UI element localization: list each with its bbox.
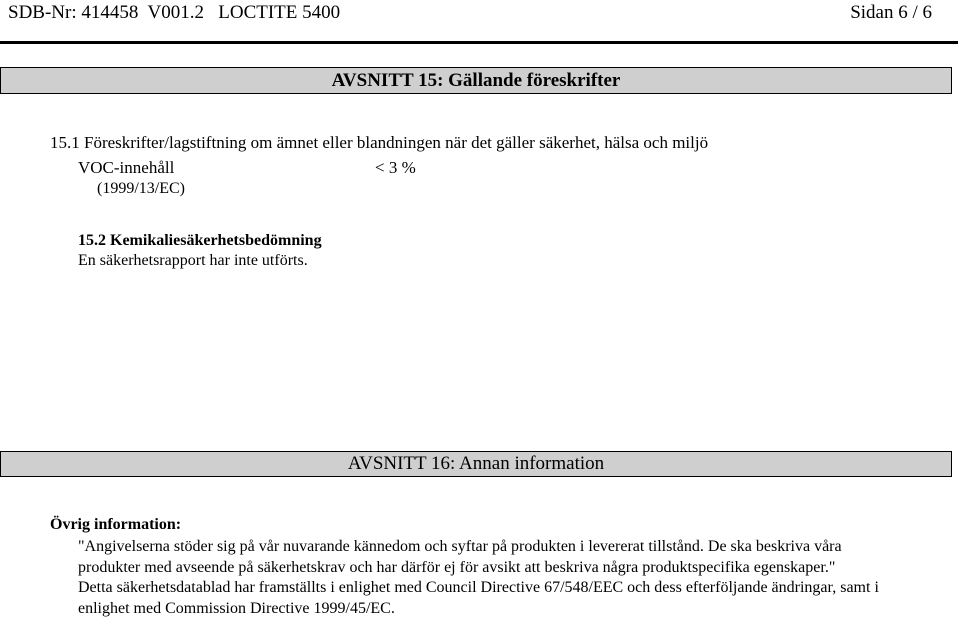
section-16-heading: [0, 451, 952, 477]
document-id: SDB-Nr: 414458 V001.2 LOCTITE 5400: [8, 2, 340, 24]
info-line-3: Detta säkerhetsdatablad har framställts i enlighet med Council Directive 67/548/EEC och dess efterföljande ändringar, samt i: [78, 578, 948, 599]
section-16-title: AVSNITT 16: Annan information: [348, 453, 604, 475]
voc-reference: (1999/13/EC): [97, 180, 185, 198]
subsection-15-2-title: 15.2 Kemikaliesäkerhetsbedömning: [78, 232, 322, 250]
other-information-label: Övrig information:: [50, 516, 181, 534]
subsection-15-2-text: En säkerhetsrapport har inte utförts.: [78, 252, 308, 270]
header-divider: [0, 41, 958, 44]
voc-label: VOC-innehåll: [78, 158, 174, 178]
section-15-title: AVSNITT 15: Gällande föreskrifter: [332, 70, 621, 92]
subsection-15-1-title: [50, 133, 708, 153]
voc-value: < 3 %: [375, 158, 416, 178]
other-information-text: [78, 537, 948, 619]
info-line-1-a: "Angivelserna stöder sig på vår nuvarande kännedom och syftar på produkten i levererat tillstånd.: [78, 538, 704, 555]
section-15-heading: [0, 67, 952, 94]
info-line-2: produkter med avseende på säkerhetskrav och har därför ej för avsikt att beskriva några produktspecifika egenskaper.": [78, 558, 948, 579]
info-line-1-b: De ska beskriva våra: [708, 538, 842, 555]
subsection-15-1-text: 15.1 Föreskrifter/lagstiftning om ämnet eller blandningen när det gäller säkerhet, hälsa och miljö: [50, 133, 708, 152]
page-number: Sidan 6 / 6: [850, 2, 932, 24]
info-line-1: [78, 537, 948, 558]
info-line-4: enlighet med Commission Directive 1999/45/EC.: [78, 599, 948, 619]
